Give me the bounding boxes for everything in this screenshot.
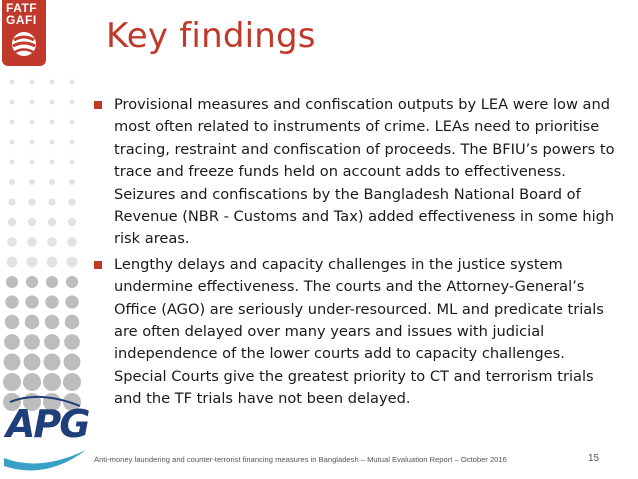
decorative-dot: [66, 276, 78, 288]
apg-logo-text: APG: [6, 402, 89, 446]
apg-logo: [0, 392, 90, 479]
decorative-dot: [44, 334, 60, 350]
decorative-dot: [70, 160, 75, 165]
decorative-dot: [28, 218, 37, 227]
decorative-dot: [8, 198, 15, 205]
decorative-dot: [48, 198, 55, 205]
footer-text: Anti-money laundering and counter-terrorist financing measures in Bangladesh – Mutual Evaluation Report – October 2016: [94, 455, 507, 464]
decorative-dot: [10, 140, 15, 145]
decorative-dot: [25, 315, 40, 330]
decorative-dot: [45, 295, 58, 308]
decorative-dot: [30, 160, 35, 165]
gafi-logo-text: GAFI: [6, 13, 37, 27]
bullet-item: [92, 254, 622, 411]
decorative-dot: [50, 160, 55, 165]
slide-title: Key findings: [106, 16, 316, 56]
decorative-dot: [48, 218, 57, 227]
decorative-dot: [68, 198, 75, 205]
decorative-dot: [25, 295, 38, 308]
decorative-dot: [67, 237, 77, 247]
decorative-dot: [27, 257, 38, 268]
decorative-dot: [4, 354, 21, 371]
decorative-dot: [6, 276, 18, 288]
decorative-dot: [3, 373, 21, 391]
decorative-dot: [28, 198, 35, 205]
decorative-dot: [50, 100, 55, 105]
page-number: 15: [588, 453, 600, 464]
decorative-dot: [5, 315, 20, 330]
decorative-dot: [10, 120, 15, 125]
decorative-dot: [7, 237, 17, 247]
fatf-logo-badge: [2, 0, 46, 66]
decorative-dot: [64, 354, 81, 371]
bullet-text: Lengthy delays and capacity challenges in the justice system undermine effectiveness. The courts and the Attorney-General’s Office (AGO) are seriously under-resourced. ML and predicate trials are often delayed over many years and issues with judicial independence of the lower courts add to capacity challenges. Special Courts give the greatest priority to CT and terrorism trials and the TF trials have not been delayed.: [114, 255, 604, 408]
decorative-dot: [30, 140, 35, 145]
decorative-dot: [26, 276, 38, 288]
decorative-dot: [30, 100, 35, 105]
decorative-dot: [69, 179, 75, 185]
decorative-dot: [70, 100, 75, 105]
decorative-dot: [63, 373, 81, 391]
decorative-dot: [29, 179, 35, 185]
decorative-dot: [45, 315, 60, 330]
decorative-dot: [24, 334, 40, 350]
decorative-dot: [70, 140, 75, 145]
bullet-text: Provisional measures and confiscation outputs by LEA were low and most often related to instruments of crime. LEAs need to prioritise tracing, restraint and confiscation of proceeds. The BFIU’s powers to trace and freeze funds held on account adds to effectiveness. Seizures and confiscations by the Bangladesh National Board of Revenue (NBR - Customs and Tax) added effectiveness in some high risk areas.: [114, 96, 615, 248]
decorative-dot: [10, 100, 15, 105]
decorative-dot: [65, 315, 80, 330]
decorative-dot: [49, 179, 55, 185]
decorative-dot: [67, 257, 78, 268]
decorative-dot: [9, 179, 15, 185]
globe-icon: [7, 30, 41, 60]
decorative-dot: [43, 373, 61, 391]
decorative-dot: [27, 237, 37, 247]
decorative-dot: [5, 295, 18, 308]
bullet-list: [92, 94, 622, 414]
decorative-dot: [44, 354, 61, 371]
decorative-dot: [30, 120, 35, 125]
decorative-dot: [47, 237, 57, 247]
decorative-dot: [70, 80, 75, 85]
decorative-dot: [10, 160, 15, 165]
decorative-dot: [64, 334, 80, 350]
decorative-dot: [8, 218, 17, 227]
decorative-dot: [46, 276, 58, 288]
decorative-dot: [30, 80, 35, 85]
bullet-item: [92, 94, 622, 251]
square-bullet-icon: [94, 101, 102, 109]
decorative-dot: [4, 334, 20, 350]
decorative-dot: [50, 120, 55, 125]
decorative-dot: [70, 120, 75, 125]
decorative-dot: [23, 373, 41, 391]
decorative-dot: [7, 257, 18, 268]
decorative-dot: [65, 295, 78, 308]
square-bullet-icon: [94, 261, 102, 269]
fatf-logo-text: FATF: [6, 1, 38, 15]
decorative-dot: [47, 257, 58, 268]
decorative-dot: [10, 80, 15, 85]
fatf-gafi-logo: [2, 0, 96, 72]
decorative-dot: [24, 354, 41, 371]
decorative-dot: [68, 218, 77, 227]
decorative-dot: [50, 80, 55, 85]
decorative-dot: [50, 140, 55, 145]
